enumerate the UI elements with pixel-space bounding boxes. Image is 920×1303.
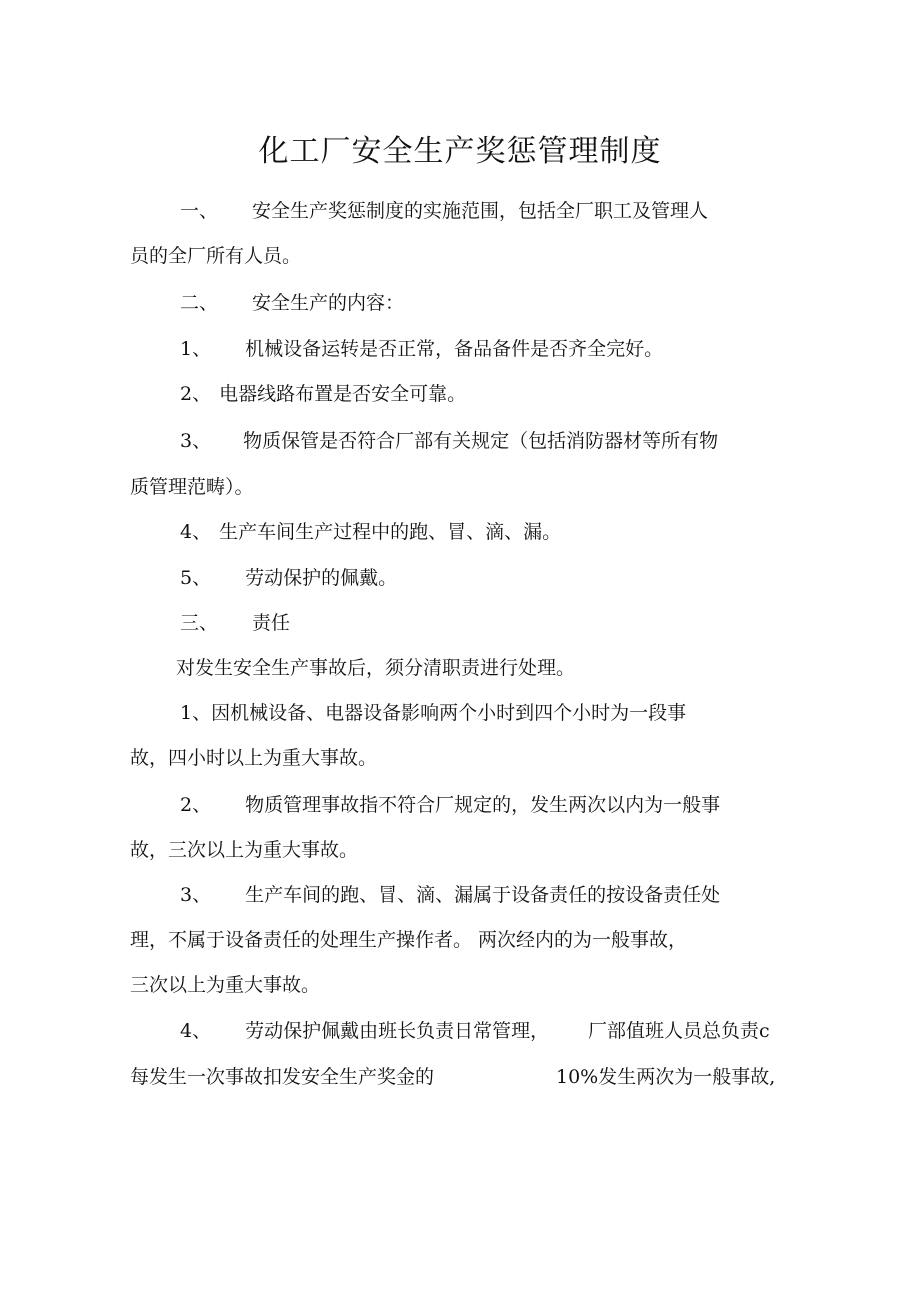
item-number: 2、 xyxy=(180,383,212,405)
paragraph-text: 物质管理事故指不符合厂规定的，发生两次以内为一般事 xyxy=(245,794,721,816)
paragraph-text: 电器线路布置是否安全可靠。 xyxy=(219,383,467,405)
paragraph-text: 故，四小时以上为重大事故。 xyxy=(130,747,378,769)
paragraph-text: 理，不属于设备责任的处理生产操作者。 两次经内的为一般事故， xyxy=(130,929,688,951)
paragraph-text: 安全生产奖惩制度的实施范围，包括全厂职工及管理人 xyxy=(252,200,709,222)
paragraph-line xyxy=(130,474,254,500)
paragraph-line xyxy=(130,837,358,863)
section-number: 三、 xyxy=(180,612,219,634)
paragraph-line xyxy=(130,745,377,771)
list-item-4 xyxy=(180,519,561,545)
paragraph-text: 10%发生两次为一般事故, xyxy=(556,1066,776,1088)
paragraph-line xyxy=(130,1064,434,1090)
list-item-3 xyxy=(180,428,718,454)
paragraph-line xyxy=(130,927,687,953)
item-number: 5、 xyxy=(180,567,212,589)
paragraph-line xyxy=(176,655,575,681)
section-1-heading xyxy=(180,198,708,224)
item-number: 2、 xyxy=(180,794,212,816)
document-title: 化工厂安全生产奖惩管理制度 xyxy=(258,134,662,169)
paragraph-line xyxy=(130,972,320,998)
item-number: 4、 xyxy=(180,1020,212,1042)
item-number: 1、 xyxy=(180,702,212,724)
paragraph-text: 厂部值班人员总负责c xyxy=(588,1020,770,1042)
paragraph-text: 安全生产的内容： xyxy=(252,292,405,314)
paragraph-text: 生产车间生产过程中的跑、冒、滴、漏。 xyxy=(219,521,562,543)
paragraph-text: 生产车间的跑、冒、滴、漏属于设备责任的按设备责任处 xyxy=(245,884,721,906)
paragraph-text: 机械设备运转是否正常，备品备件是否齐全完好。 xyxy=(245,338,664,360)
paragraph-text: 物质保管是否符合厂部有关规定（包括消防器材等所有物 xyxy=(243,430,719,452)
paragraph-text: 对发生安全生产事故后，须分清职责进行处理。 xyxy=(176,657,576,679)
item-number: 3、 xyxy=(180,884,212,906)
paragraph-text: 责任 xyxy=(252,612,291,634)
paragraph-text: 劳动保护的佩戴。 xyxy=(245,567,398,589)
section-number: 一、 xyxy=(180,200,219,222)
paragraph-text: 故，三次以上为重大事故。 xyxy=(130,839,359,861)
item-number: 1、 xyxy=(180,338,212,360)
section-2-heading xyxy=(180,290,404,316)
paragraph-line-continued xyxy=(556,1064,775,1090)
paragraph-line xyxy=(130,243,301,269)
item-number: 3、 xyxy=(180,430,212,452)
list-item-5 xyxy=(180,565,397,591)
paragraph-text: 三次以上为重大事故。 xyxy=(130,974,321,996)
paragraph-text: 质管理范畴）。 xyxy=(130,476,254,498)
paragraph-text: 员的全厂所有人员。 xyxy=(130,245,302,267)
section-number: 二、 xyxy=(180,292,219,314)
list-item-2 xyxy=(180,381,466,407)
paragraph-text: 因机械设备、电器设备影响两个小时到四个小时为一段事 xyxy=(211,702,687,724)
list-item-1 xyxy=(180,336,663,362)
list-item-3 xyxy=(180,882,720,908)
paragraph-line-continued xyxy=(588,1018,770,1044)
paragraph-text: 劳动保护佩戴由班长负责日常管理， xyxy=(245,1020,550,1042)
list-item-2 xyxy=(180,792,720,818)
list-item-1 xyxy=(180,700,686,726)
item-number: 4、 xyxy=(180,521,212,543)
list-item-4 xyxy=(180,1018,549,1044)
paragraph-text: 每发生一次事故扣发安全生产奖金的 xyxy=(130,1066,435,1088)
section-3-heading xyxy=(180,610,290,636)
